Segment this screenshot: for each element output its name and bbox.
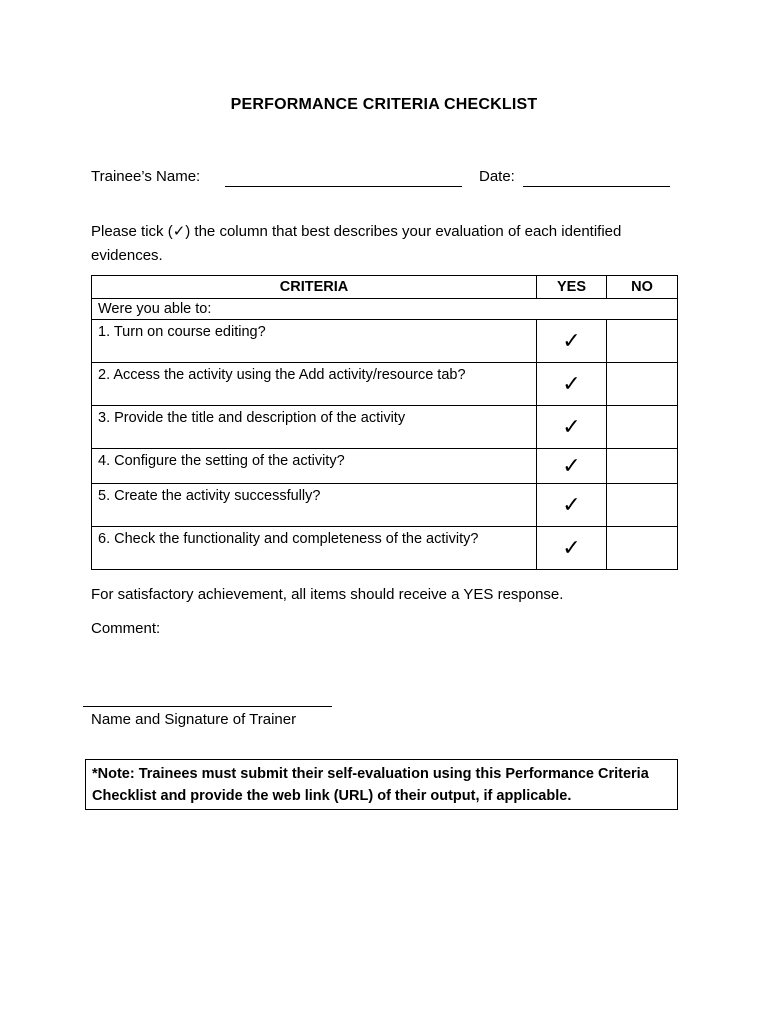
yes-header: YES <box>537 276 607 299</box>
criteria-item: 1. Turn on course editing? <box>92 320 537 363</box>
criteria-item: 5. Create the activity successfully? <box>92 484 537 527</box>
instruction-text: Please tick (✓) the column that best describes your evaluation of each identified evidences. <box>91 223 622 264</box>
yes-checkmark-icon: ✓ <box>537 527 607 570</box>
table-row <box>92 527 678 570</box>
no-cell <box>607 484 678 527</box>
table-header-row <box>92 276 678 299</box>
criteria-header: CRITERIA <box>92 276 537 299</box>
page-title: PERFORMANCE CRITERIA CHECKLIST <box>230 96 538 113</box>
table-row <box>92 449 678 484</box>
satisfactory-text: For satisfactory achievement, all items should receive a YES response. <box>91 586 564 603</box>
no-cell <box>607 320 678 363</box>
trainee-name-label: Trainee’s Name: <box>91 168 201 185</box>
criteria-item: 6. Check the functionality and completeness of the activity? <box>92 527 537 570</box>
table-row <box>92 320 678 363</box>
criteria-table <box>91 275 678 570</box>
no-cell <box>607 527 678 570</box>
signature-line <box>83 706 332 707</box>
criteria-item: 2. Access the activity using the Add activity/resource tab? <box>92 363 537 406</box>
no-header: NO <box>607 276 678 299</box>
trainee-name-line <box>225 186 462 187</box>
table-subheader-row <box>92 299 678 320</box>
date-line <box>523 186 670 187</box>
note-box: *Note: Trainees must submit their self-evaluation using this Performance Criteria Checklist and provide the web link (URL) of their output, if applicable. <box>85 759 678 810</box>
no-cell <box>607 406 678 449</box>
date-label: Date: <box>479 168 515 185</box>
yes-checkmark-icon: ✓ <box>537 449 607 484</box>
comment-label: Comment: <box>91 620 161 637</box>
no-cell <box>607 449 678 484</box>
yes-checkmark-icon: ✓ <box>537 484 607 527</box>
table-subheader: Were you able to: <box>92 299 678 320</box>
signature-label: Name and Signature of Trainer <box>91 711 297 728</box>
yes-checkmark-icon: ✓ <box>537 320 607 363</box>
criteria-item: 4. Configure the setting of the activity? <box>92 449 537 484</box>
table-row <box>92 363 678 406</box>
criteria-item: 3. Provide the title and description of the activity <box>92 406 537 449</box>
yes-checkmark-icon: ✓ <box>537 363 607 406</box>
table-row <box>92 406 678 449</box>
yes-checkmark-icon: ✓ <box>537 406 607 449</box>
table-row <box>92 484 678 527</box>
no-cell <box>607 363 678 406</box>
